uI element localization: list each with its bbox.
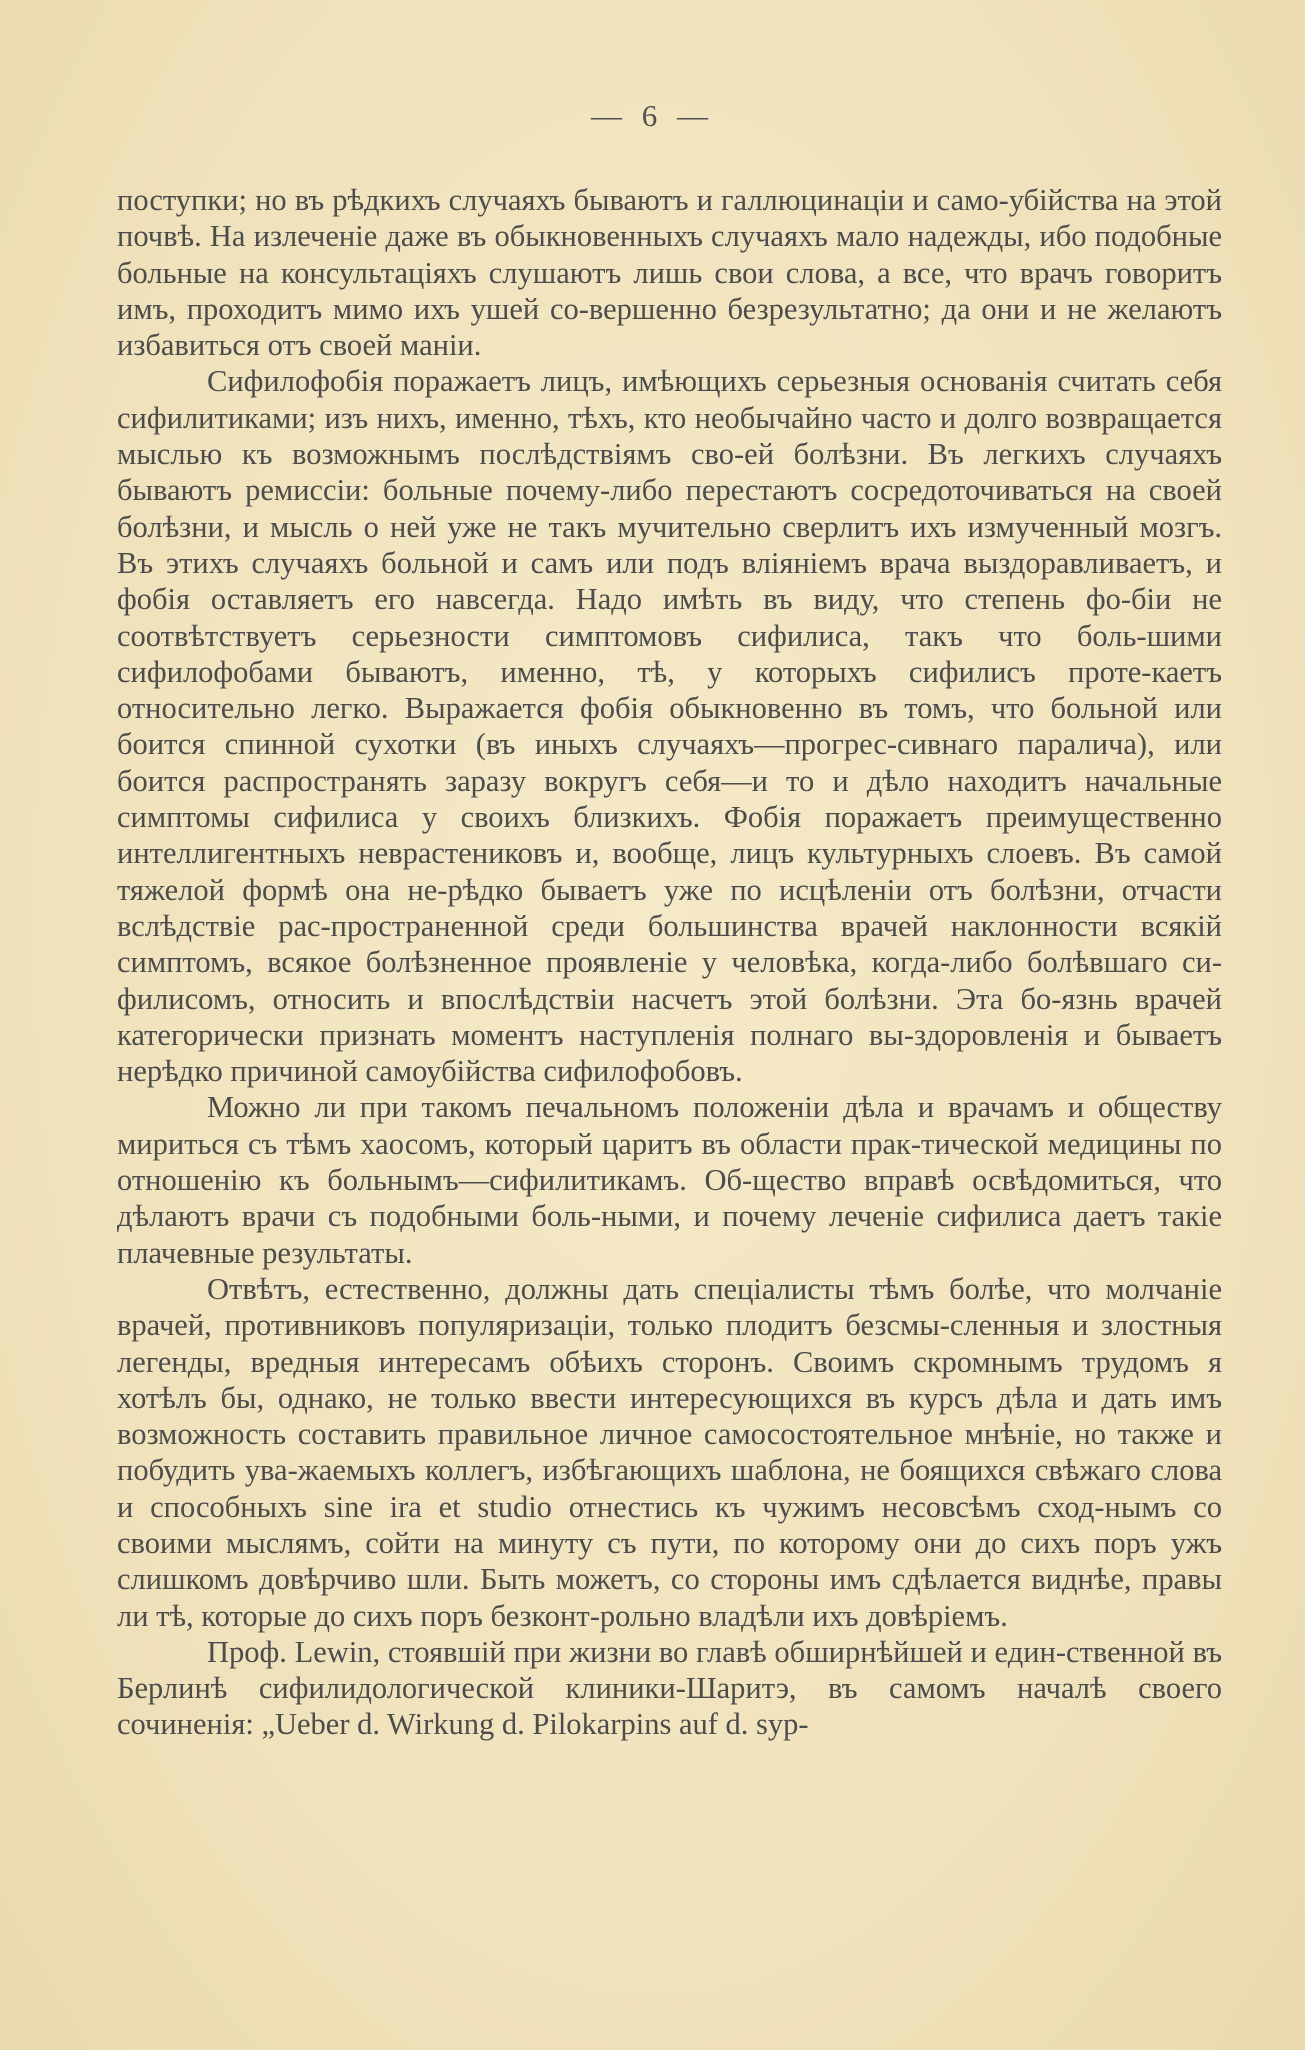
- paragraph-3: Можно ли при такомъ печальномъ положеніи дѣла и врачамъ и обществу мириться съ тѣмъ хаосомъ, который царитъ въ области прак-тической медицины по отношенію къ больнымъ—сифилитикамъ. Об-щество вправѣ освѣдомиться, что дѣлаютъ врачи съ подобными боль-ными, и почему леченіе сифилиса даетъ такіе плачевные результаты.: [117, 1090, 1222, 1270]
- body-text: [117, 182, 1222, 1743]
- paragraph-1: поступки; но въ рѣдкихъ случаяхъ бываютъ и галлюцинаціи и само-убійства на этой почвѣ. На излеченіе даже въ обыкновенныхъ случаяхъ мало надежды, ибо подобные больные на консультаціяхъ слушаютъ лишь свои слова, а все, что врачъ говоритъ имъ, проходитъ мимо ихъ ушей со-вершенно безрезультатно; да они и не желаютъ избавиться отъ своей маніи.: [117, 183, 1222, 363]
- paragraph-5: Проф. Lewin, стоявшій при жизни во главѣ обширнѣйшей и един-ственной въ Берлинѣ сифилидологической клиники-Шаритэ, въ самомъ началѣ своего сочиненія: „Ueber d. Wirkung d. Pilokarpins auf d. syp-: [117, 1634, 1222, 1742]
- paragraph-4: Отвѣтъ, естественно, должны дать спеціалисты тѣмъ болѣе, что молчаніе врачей, противниковъ популяризаціи, только плодитъ безсмы-сленныя и злостныя легенды, вредныя интересамъ обѣихъ сторонъ. Своимъ скромнымъ трудомъ я хотѣлъ бы, однако, не только ввести интересующихся въ курсъ дѣла и дать имъ возможность составить правильное личное самосостоятельное мнѣніе, но также и побудить ува-жаемыхъ коллегъ, избѣгающихъ шаблона, не боящихся свѣжаго слова и способныхъ sine ira et studio отнестись къ чужимъ несовсѣмъ сход-нымъ со своими мыслямъ, сойти на минуту съ пути, по которому они до сихъ поръ ужъ слишкомъ довѣрчиво шли. Быть можетъ, со стороны имъ сдѣлается виднѣе, правы ли тѣ, которые до сихъ поръ безконт-рольно владѣли ихъ довѣріемъ.: [117, 1271, 1222, 1633]
- paragraph-2: Сифилофобія поражаетъ лицъ, имѣющихъ серьезныя основанія считать себя сифилитиками; изъ нихъ, именно, тѣхъ, кто необычайно часто и долго возвращается мыслью къ возможнымъ послѣдствіямъ сво-ей болѣзни. Въ легкихъ случаяхъ бываютъ ремиссіи: больные почему-либо перестаютъ сосредоточиваться на своей болѣзни, и мысль о ней уже не такъ мучительно сверлитъ ихъ измученный мозгъ. Въ этихъ случаяхъ больной и самъ или подъ вліяніемъ врача выздоравливаетъ, и фобія оставляетъ его навсегда. Надо имѣть въ виду, что степень фо-біи не соотвѣтствуетъ серьезности симптомовъ сифилиса, такъ что боль-шими сифилофобами бываютъ, именно, тѣ, у которыхъ сифилисъ проте-каетъ относительно легко. Выражается фобія обыкновенно въ томъ, что больной или боится спинной сухотки (въ иныхъ случаяхъ—прогрес-сивнаго паралича), или боится распространять заразу вокругъ себя—и то и дѣло находитъ начальные симптомы сифилиса у своихъ близкихъ. Фобія поражаетъ преимущественно интеллигентныхъ неврастениковъ и, вообще, лицъ культурныхъ слоевъ. Въ самой тяжелой формѣ она не-рѣдко бываетъ уже по исцѣленіи отъ болѣзни, отчасти вслѣдствіе рас-пространенной среди большинства врачей наклонности всякій симптомъ, всякое болѣзненное проявленіе у человѣка, когда-либо болѣвшаго си-филисомъ, относить и впослѣдствіи насчетъ этой болѣзни. Эта бо-язнь врачей категорически признать моментъ наступленія полнаго вы-здоровленія и бываетъ нерѣдко причиной самоубійства сифилофобовъ.: [117, 364, 1222, 1089]
- page-number: — 6 —: [591, 98, 714, 133]
